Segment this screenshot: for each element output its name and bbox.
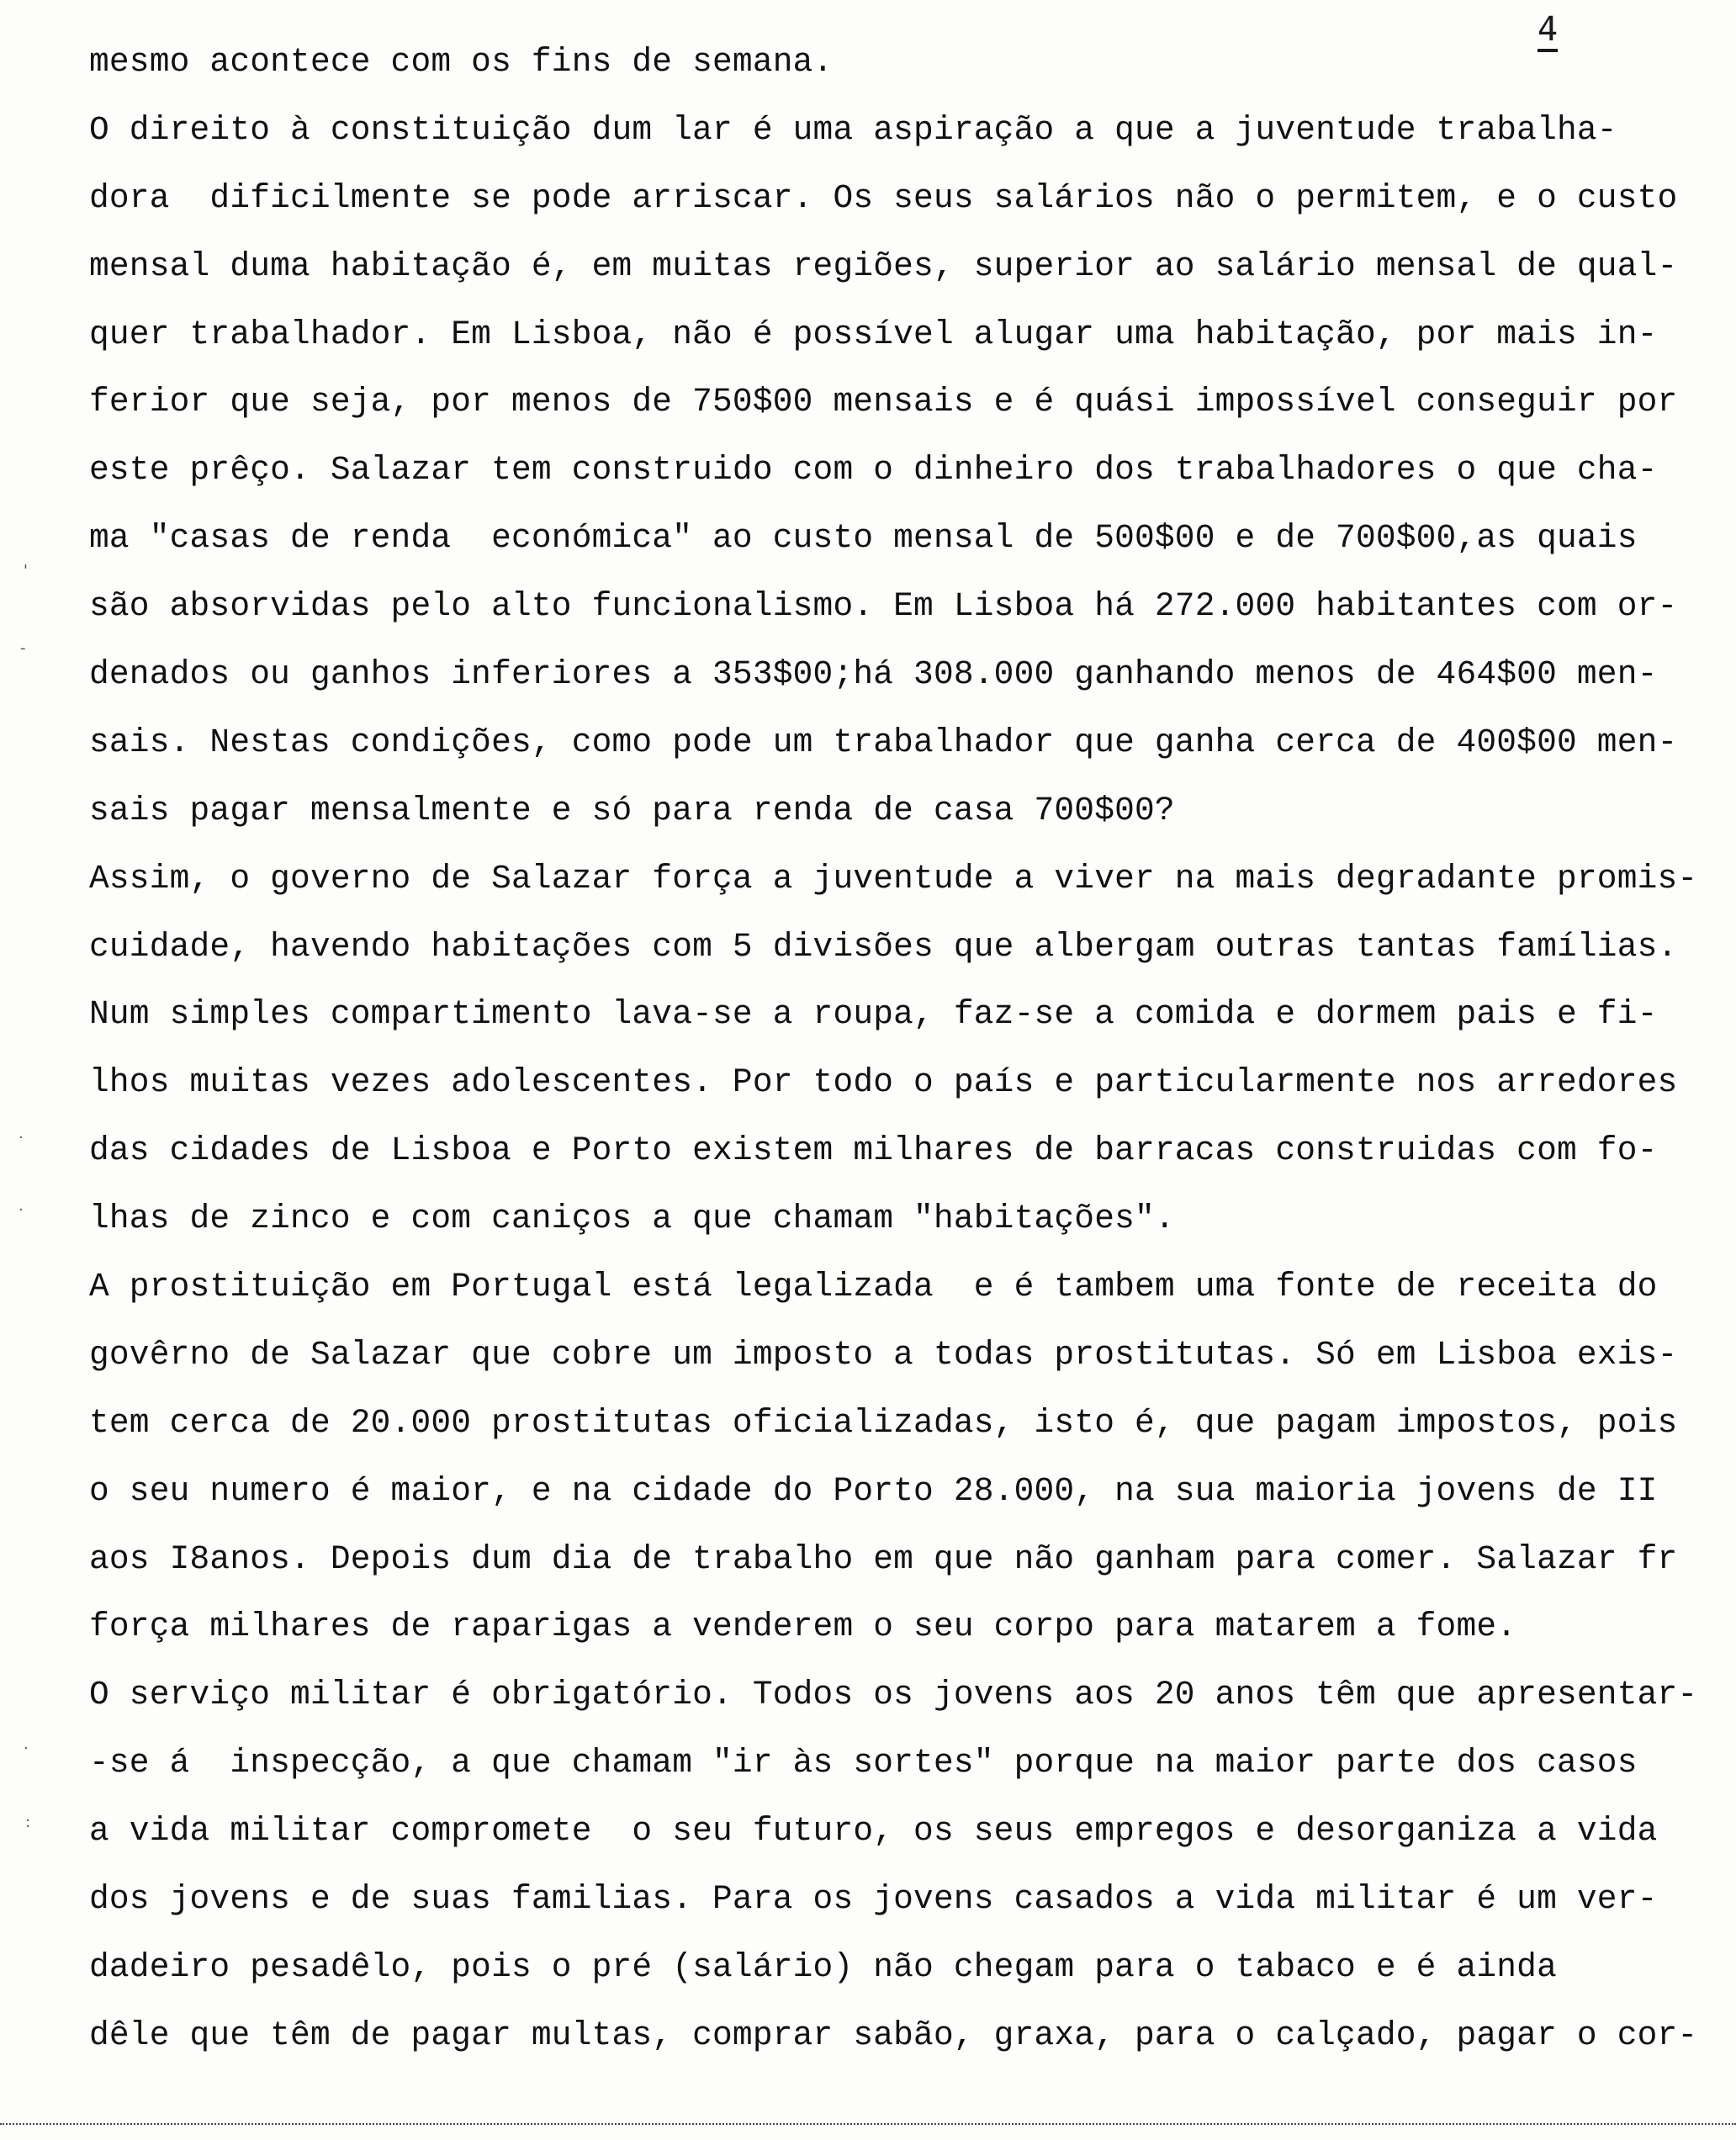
text-line: mesmo acontece com os fins de semana. <box>89 43 834 81</box>
text-line: O direito à constituição dum lar é uma aspiração a que a juventude trabalha- <box>89 110 1617 149</box>
text-line: ferior que seja, por menos de 750$00 mensais e é quási impossível conseguir por <box>89 383 1678 421</box>
margin-mark: · <box>24 1740 29 1757</box>
text-line: quer trabalhador. Em Lisboa, não é possível alugar uma habitação, por mais in- <box>89 315 1658 353</box>
margin-mark: : <box>25 1814 31 1831</box>
margin-mark: - <box>20 639 26 657</box>
text-line: Num simples compartimento lava-se a roupa, faz-se a comida e dormem pais e fi- <box>89 995 1658 1034</box>
page-bottom-edge <box>0 2123 1736 2130</box>
margin-mark: · <box>19 1201 24 1219</box>
text-line: -se á inspecção, a que chamam "ir às sortes" porque na maior parte dos casos <box>89 1744 1638 1782</box>
text-line: dos jovens e de suas familias. Para os jovens casados a vida militar é um ver- <box>89 1880 1658 1919</box>
text-line: aos I8anos. Depois dum dia de trabalho em que não ganham para comer. Salazar fr <box>89 1539 1678 1578</box>
typed-text-body <box>89 29 1698 2070</box>
text-line: govêrno de Salazar que cobre um imposto a todas prostitutas. Só em Lisboa exis- <box>89 1335 1678 1374</box>
text-line: a vida militar compromete o seu futuro, os seus empregos e desorganiza a vida <box>89 1812 1658 1851</box>
text-line: das cidades de Lisboa e Porto existem milhares de barracas construidas com fo- <box>89 1131 1658 1170</box>
text-line: denados ou ganhos inferiores a 353$00;há 308.000 ganhando menos de 464$00 men- <box>89 655 1658 694</box>
text-line: mensal duma habitação é, em muitas regiões, superior ao salário mensal de qual- <box>89 246 1678 285</box>
text-line: lhas de zinco e com caniços a que chamam "habitações". <box>89 1200 1175 1238</box>
text-line: são absorvidas pelo alto funcionalismo. Em Lisboa há 272.000 habitantes com or- <box>89 587 1678 626</box>
text-line: força milhares de raparigas a venderem o seu corpo para matarem a fome. <box>89 1608 1517 1646</box>
text-line: cuidade, havendo habitações com 5 divisões que albergam outras tantas famílias. <box>89 927 1678 966</box>
text-line: ma "casas de renda económica" ao custo mensal de 500$00 e de 700$00,as quais <box>89 519 1638 558</box>
text-line: o seu numero é maior, e na cidade do Porto 28.000, na sua maioria jovens de II <box>89 1471 1658 1510</box>
text-line: este prêço. Salazar tem construido com o dinheiro dos trabalhadores o que cha- <box>89 451 1658 490</box>
margin-mark: · <box>19 1129 24 1147</box>
text-line: dora dificilmente se pode arriscar. Os seus salários não o permitem, e o custo <box>89 178 1678 217</box>
text-line: sais. Nestas condições, como pode um trabalhador que ganha cerca de 400$00 men- <box>89 723 1678 761</box>
margin-mark: ' <box>24 562 28 580</box>
text-line: sais pagar mensalmente e só para renda de casa 700$00? <box>89 791 1175 829</box>
text-line: A prostituição em Portugal está legalizada e é tambem uma fonte de receita do <box>89 1268 1658 1306</box>
text-line: dadeiro pesadêlo, pois o pré (salário) não chegam para o tabaco e é ainda <box>89 1947 1557 1986</box>
text-line: tem cerca de 20.000 prostitutas oficializadas, isto é, que pagam impostos, pois <box>89 1403 1678 1442</box>
text-line: Assim, o governo de Salazar força a juventude a viver na mais degradante promis- <box>89 859 1698 898</box>
text-line: dêle que têm de pagar multas, comprar sabão, graxa, para o calçado, pagar o cor- <box>89 2016 1698 2054</box>
text-line: lhos muitas vezes adolescentes. Por todo o país e particularmente nos arredores <box>89 1063 1678 1102</box>
text-line: O serviço militar é obrigatório. Todos os jovens aos 20 anos têm que apresentar- <box>89 1676 1698 1714</box>
page-number: 4 <box>1538 10 1559 49</box>
